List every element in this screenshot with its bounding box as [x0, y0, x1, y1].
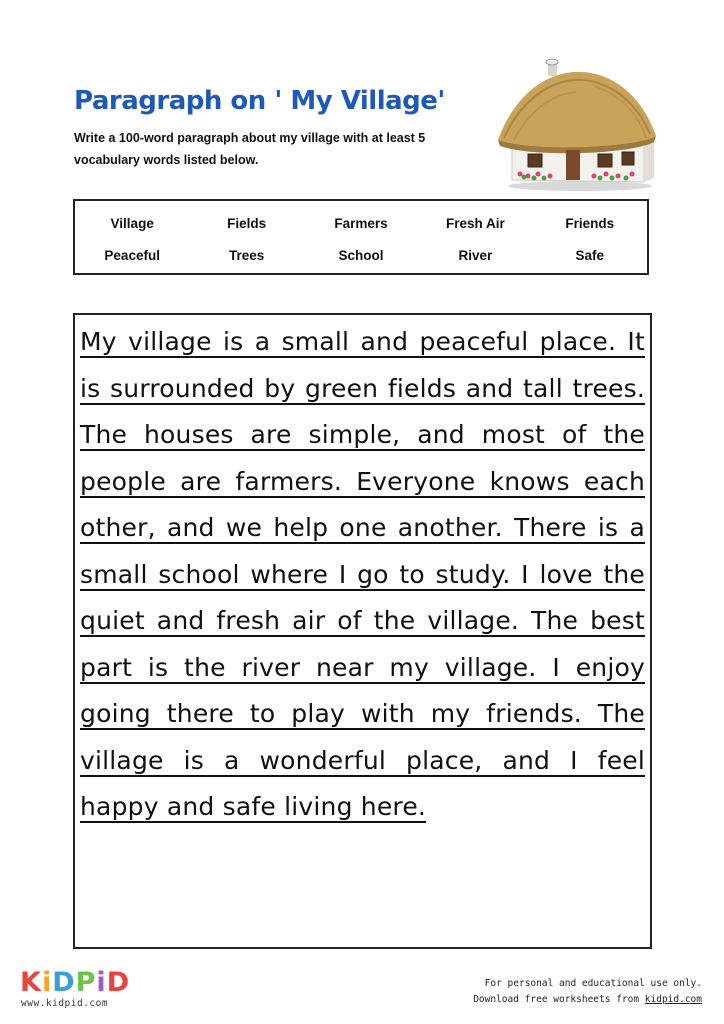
- footer-line-1: For personal and educational use only.: [484, 978, 702, 989]
- vocab-word: Fresh Air: [446, 216, 505, 231]
- logo-url: www.kidpid.com: [21, 998, 109, 1009]
- vocab-word: Farmers: [334, 216, 388, 231]
- cottage-illustration: [494, 56, 658, 192]
- vocab-word: Friends: [565, 216, 615, 231]
- vocab-word: Village: [110, 216, 154, 231]
- logo-letter: D: [106, 967, 131, 998]
- vocab-word: River: [458, 248, 493, 263]
- paragraph-text: My village is a small and peaceful place. It is surrounded by green fields and tall trees. The houses are simple, and most of the people are farmers. Everyone knows each other, and we help one another. There is a small school where I go to study. I love the quiet and fresh air of the village. The best part is the river near my village. I enjoy going there to play with my friends. The village is a wonderful place, and I feel happy and safe living here.: [80, 327, 645, 821]
- vocab-word: Fields: [227, 216, 267, 231]
- vocab-word: School: [338, 248, 384, 263]
- footer-line-2: [473, 992, 702, 1008]
- kidpid-logo: [20, 968, 130, 998]
- paragraph-box: [73, 313, 652, 949]
- footer-prefix: Download free worksheets from: [473, 994, 645, 1005]
- vocabulary-box: [73, 199, 649, 275]
- logo-letter: D: [52, 967, 76, 998]
- instructions-text: Write a 100-word paragraph about my village with at least 5 vocabulary words listed below.: [74, 131, 426, 167]
- vocab-word: Peaceful: [104, 248, 160, 263]
- footer-note: [473, 976, 702, 1008]
- logo-letter: i: [41, 967, 53, 998]
- footer-link[interactable]: kidpid.com: [644, 994, 702, 1005]
- logo-letter: K: [20, 967, 42, 998]
- logo-letter: P: [75, 967, 97, 998]
- vocab-word: Safe: [575, 248, 605, 263]
- page-title: Paragraph on ' My Village': [74, 86, 445, 116]
- vocabulary-grid: [75, 201, 647, 272]
- logo-letter: i: [96, 967, 107, 998]
- vocab-word: Trees: [228, 248, 265, 263]
